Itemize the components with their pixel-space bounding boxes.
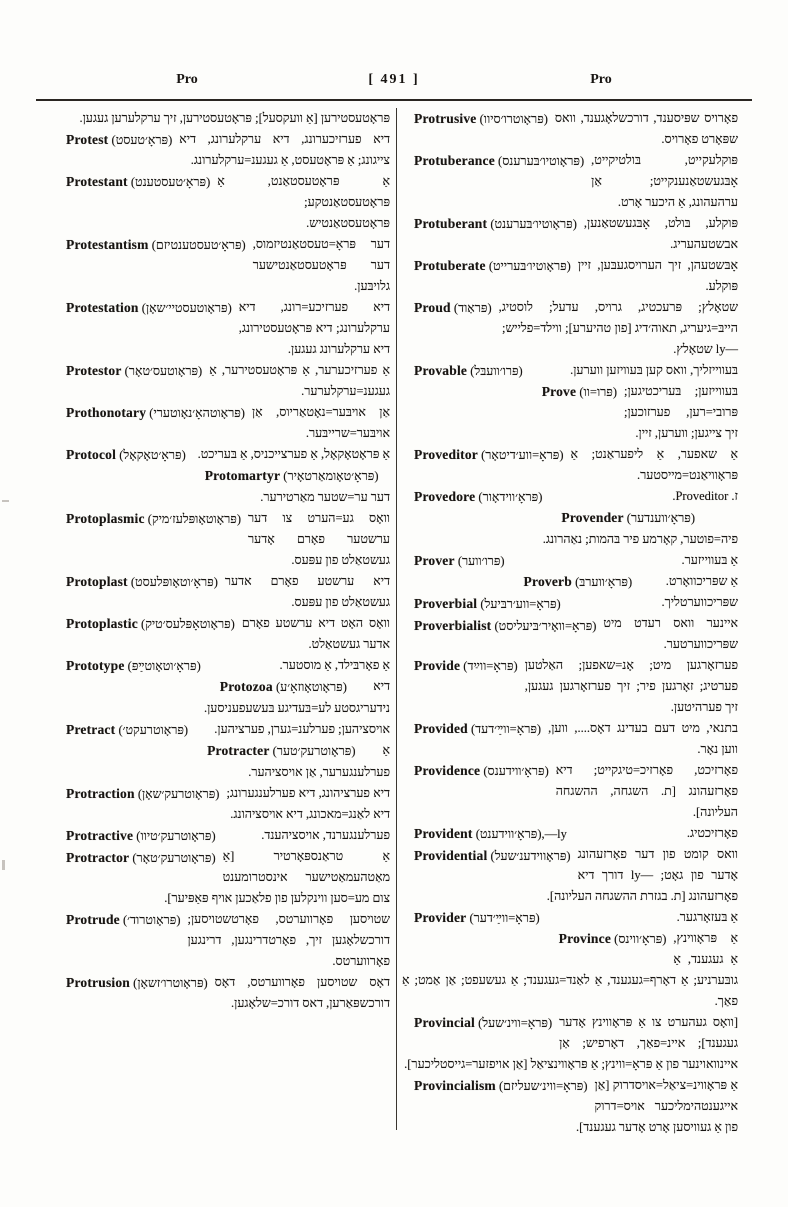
entry-headword: Protozoa (219, 679, 273, 694)
entry-definition: בתנאי, מיט דעם בעדינג דאָס...., ווען, ווען נאָר. (548, 721, 738, 756)
entry-headword: Protuberance (414, 153, 495, 168)
entry-head (414, 845, 571, 867)
entry-head (414, 108, 548, 130)
entry-definition: פאָרזיכטיג. (686, 826, 738, 840)
entry-definition: איינער וואס רעדט מיט שפּריכווערטער. (603, 616, 738, 651)
entry-definition: דיא ערשטע פאָרם אדער געשטאַלט פון עפּעס. (224, 574, 390, 609)
scan-artifact (2, 860, 5, 870)
entry-head (414, 760, 549, 782)
entry-definition: בּעווייזען; בּעריכטיגען; פּרובי=רען, פערזוכען; זיך צייגען; ווערען, זיין. (624, 384, 738, 440)
entry-headword: Protuberant (414, 216, 488, 231)
dictionary-entry (54, 972, 390, 1014)
entry-head (414, 1012, 552, 1034)
entry-head (205, 465, 379, 487)
entry-pronunciation: (פּראָ׳וטאָופּלעסט) (130, 575, 218, 589)
entry-head (414, 593, 561, 615)
entry-headword: Provable (414, 363, 468, 378)
entry-headword: Protrusive (414, 111, 477, 126)
entry-head (66, 825, 216, 847)
entry-head (414, 255, 571, 277)
entry-head (66, 847, 216, 869)
entry-definition: אַ פערזיכערער, אַ פּראָטעסטירער, אַ געגענ=ערקלערער. (209, 363, 390, 398)
dictionary-entry (402, 592, 738, 613)
dictionary-entry (54, 783, 390, 825)
entry-pronunciation: (פּראָוטרעק׳שאָן) (137, 787, 220, 801)
dictionary-entry (402, 760, 738, 823)
entry-pronunciation: (פּראָוטרו׳זשאָן) (133, 976, 208, 990)
entry-pronunciation: (פּרו׳וועבּל) (470, 364, 523, 378)
entry-pronunciation: (פּראָוטאָופּלעז׳מיק) (147, 512, 241, 526)
entry-headword: Protestant (66, 174, 128, 189)
dictionary-entry (54, 234, 390, 297)
entry-head (414, 718, 541, 740)
entry-head (66, 571, 218, 593)
entry-definition: אַ טראַנספּאָרטיר [אַ מאַטהעמאַטישער אינסטרומענט צום מע=סען ווינקלען פון פלאַכען אויף פּאַפּיער]. (164, 849, 390, 905)
scan-artifact (2, 500, 9, 502)
entry-headword: Prothonotary (66, 405, 147, 420)
entry-head (207, 740, 355, 762)
entry-headword: Proverbial (414, 596, 478, 611)
entry-headword: Protest (66, 132, 109, 147)
entry-head (561, 507, 695, 529)
dictionary-entry (402, 571, 738, 592)
entry-definition: שפּריכווערטליך. (661, 595, 738, 609)
entry-definition: אַ פּראָווינ=ציאַל=אויסדרוק [אַן אייגענטהימליכער אויס=דרוק פון אַ געוויסען אָרט אָדער געגענד]. (576, 1078, 738, 1134)
dictionary-entry (402, 718, 738, 760)
entry-suffix: ,—ly (541, 827, 567, 841)
entry-definition: אַ שפּריכוואָרט. (665, 574, 738, 588)
entry-pronunciation: (פּראָוטרעק׳טאָר) (132, 851, 216, 865)
entry-definition: וואָס האָט דיא ערשטע פאָרם אדער געשטאַלט. (241, 616, 390, 651)
entry-headword: Protestor (66, 363, 122, 378)
entry-definition: אַ פערלענגערער, אַן אויסציהער. (248, 743, 390, 779)
entry-pronunciation: (פּראָ׳טעסטענטיזם) (151, 238, 246, 252)
dictionary-entry (402, 150, 738, 213)
entry-headword: Protrusion (66, 975, 131, 990)
entry-definition: פיה=פוטער, קאָרמע פיר בּהמות; נאַהרונג. (542, 532, 738, 546)
entry-pronunciation: (פּרו׳ווער) (457, 554, 505, 568)
dictionary-entry (54, 129, 390, 171)
dictionary-entry (54, 719, 390, 740)
entry-head (66, 909, 181, 931)
entry-pronunciation: (פּראָ=ווינ׳שעל) (478, 1016, 553, 1030)
entry-head (414, 907, 540, 929)
entry-headword: Proveditor (414, 447, 478, 462)
entry-definition: דער פּראָ=טעסטאַנטיזמוס, דער פּראָטעסטאַנטישער גלויבּען. (252, 237, 390, 293)
entry-headword: Protoplasmic (66, 511, 145, 526)
entry-head (414, 486, 542, 508)
dictionary-entry (402, 655, 738, 718)
entry-definition: [וואָס געהערט צו אַ פּראָווינץ אָדער געגענד]; איינ=פאַך, דאָרפיש; אַן איינוואוינער פון אַ פּראָ=ווינץ; אַ פּראָווינציאַל [אַן אויפזער=גייסטליכער]. (404, 1015, 738, 1071)
entry-pronunciation: (פּראָ׳ווענדער) (626, 511, 695, 525)
dictionary-entry (54, 360, 390, 402)
running-head-right: Pro (590, 72, 612, 87)
dictionary-entry (54, 444, 390, 465)
entry-head (66, 508, 241, 530)
entry-pronunciation: (פּרו=וו) (579, 385, 618, 399)
dictionary-entry (54, 676, 390, 719)
entry-headword: Protraction (66, 786, 135, 801)
entry-head (414, 1075, 588, 1097)
entry-pronunciation: (פּראַוד) (453, 301, 492, 315)
dictionary-entry (54, 740, 390, 783)
entry-definition: אָבּשטעהן, זיך הערויסגעבּען, זיין פּוקלע. (577, 258, 738, 293)
dictionary-entry (54, 465, 390, 508)
entry-headword: Provider (414, 910, 467, 925)
dictionary-entry (402, 550, 738, 571)
entry-definition: פערלענגערנד, אויסציהענד. (261, 828, 390, 842)
right-column (402, 108, 740, 1167)
entry-headword: Provender (561, 510, 624, 525)
dictionary-entry (54, 909, 390, 972)
entry-headword: Prover (414, 553, 455, 568)
entry-head (414, 297, 492, 319)
entry-headword: Prove (541, 384, 577, 399)
entry-headword: Provincial (414, 1015, 475, 1030)
entry-headword: Protoplast (66, 574, 128, 589)
entry-head (66, 171, 210, 193)
entry-pronunciation: (פּראָ=וואָיר׳בּיעליסט) (494, 619, 597, 633)
entry-pronunciation: (פּראָוטרעק׳טיוו) (136, 829, 216, 843)
left-column (52, 108, 390, 1167)
entry-head (66, 234, 246, 256)
entry-definition: פּוקלע, בּולט, אָבּגעשטאַנען, אבשטעהעריג. (583, 216, 738, 251)
dictionary-entry (54, 108, 390, 129)
dictionary-entry (54, 613, 390, 655)
entry-pronunciation: (פּראָ=ווינ׳שעליזם) (498, 1079, 588, 1093)
entry-headword: Proverb (523, 574, 572, 589)
entry-definition: אַ בּעווייזער. (681, 553, 738, 567)
entry-pronunciation: (פּראָוטיו׳בּערענט) (490, 217, 577, 231)
entry-pronunciation: (פּראָ׳טאָומאַרטאָיר) (283, 469, 379, 483)
entry-pronunciation: (פּראָ׳ווידענט) (475, 827, 542, 841)
entry-headword: Provident (414, 826, 473, 841)
entry-head (220, 676, 347, 698)
entry-pronunciation: (פּראָוטרעק׳טער) (272, 744, 356, 758)
entry-headword: Providence (414, 763, 481, 778)
dictionary-entry (402, 1075, 738, 1138)
entry-pronunciation: (פּראָ׳וטאָוטײַפּ) (127, 659, 201, 673)
entry-head (66, 402, 245, 424)
entry-headword: Province (558, 931, 612, 946)
entry-pronunciation: (פּראָוטעסטיי׳שאָן) (141, 301, 232, 315)
entry-definition: ז. Proveditor. (672, 489, 738, 503)
entry-pronunciation: (פּראָ׳ווידענס) (483, 764, 549, 778)
entry-pronunciation: (פּראָוטרעקט׳) (118, 723, 189, 737)
entry-pronunciation: (פּראָווידענ׳שעל) (490, 849, 571, 863)
entry-pronunciation: (פּראָ=ווײַ׳דער) (469, 911, 540, 925)
page-number: [ 491 ] (368, 72, 420, 87)
entry-head (414, 150, 584, 172)
dictionary-entry (402, 213, 738, 255)
entry-pronunciation: (פּראָ׳ווינס) (614, 932, 667, 946)
entry-pronunciation: (פּראָ׳טעסט) (111, 133, 173, 147)
dictionary-entry (402, 297, 738, 360)
entry-definition: פּוקלעקייט, בּולטיקייט, אָבּגעשטאַנענקייט; אַן ערהעהונג, אַ היכער אָרט. (591, 153, 738, 209)
dictionary-entry (54, 825, 390, 846)
dictionary-entry (54, 297, 390, 360)
entry-head (66, 972, 208, 994)
dictionary-entry (402, 928, 738, 1012)
entry-head (66, 129, 172, 151)
entry-head (66, 613, 235, 635)
entry-definition: שטאָלץ; פּרעכטיג, גרויס, עדעל; לוסטיג, הייבּ=גיעריג, תאוה׳דיג [פון טהיערע]; ווילד=פלייש; ‏—ly שטאָלץ. (498, 300, 738, 356)
entry-headword: Protractive (66, 828, 134, 843)
entry-pronunciation: (פּראָ׳ווערבּ) (575, 575, 633, 589)
dictionary-entry (54, 508, 390, 571)
entry-headword: Proverbialist (414, 618, 492, 633)
entry-pronunciation: (פּראָוטיו׳בּערייט) (488, 259, 571, 273)
entry-definition: אַ בּעזאָרגער. (676, 910, 738, 924)
entry-definition: דיא פערציהונג, דיא פערלענגערונג; דיא לאַנג=מאכונג, דיא אויסציהונג. (226, 786, 390, 821)
dictionary-entry (402, 507, 738, 550)
entry-headword: Protracter (207, 743, 270, 758)
dictionary-entry (402, 255, 738, 297)
dictionary-entry (402, 381, 738, 444)
entry-head (414, 823, 567, 845)
entry-headword: Protocol (66, 447, 117, 462)
entry-definition: פּראָטעסטירען [אַ וועקסעל]; פּראָטעסטירען, זיך ערקלערען געגען. (79, 111, 390, 125)
entry-headword: Protomartyr (204, 468, 281, 483)
entry-definition: דאָס שטויסען פאָרווערטס, דאָס דורכשפּאַרען, דאס דורכ=שלאָגען. (214, 975, 390, 1010)
entry-head (414, 550, 505, 572)
entry-pronunciation: (פּראָוטיו׳בּערענס) (498, 154, 585, 168)
entry-pronunciation: (פּראָוטרוד׳) (122, 913, 181, 927)
entry-headword: Provided (414, 721, 468, 736)
entry-head (66, 360, 202, 382)
entry-definition: דער ער=שטער מאַרטירער. (260, 490, 390, 504)
entry-definition: פאָרזיכט, פאָרזיכ=טיגקייט; דיא פאָרזעהונג [ת. השגחה, ההשגחה העליונה]. (555, 763, 738, 819)
entry-head (66, 297, 232, 319)
dictionary-entry (54, 571, 390, 613)
entry-definition: וואס קומט פון דער פאָרזעהונג אָדער פון גאָט; ‏—ly דורך דיא פאָרזעהונג [ת. בגזרת ההשגחה העליונה]. (546, 847, 739, 903)
dictionary-entry (402, 844, 738, 907)
entry-pronunciation: (פּראָוטאָפּלעס׳טיק) (141, 617, 235, 631)
entry-headword: Proud (414, 300, 451, 315)
entry-head (414, 615, 596, 637)
entry-head (542, 381, 617, 403)
entry-headword: Protoplastic (66, 616, 138, 631)
entry-pronunciation: (פּראָוטהאָ׳נאָוטערי) (149, 406, 245, 420)
entry-head (66, 655, 201, 677)
dictionary-entry (54, 846, 390, 909)
entry-headword: Protestation (66, 300, 139, 315)
running-head-left: Pro (176, 72, 198, 87)
dictionary-entry (402, 907, 738, 928)
entry-definition: שטויסען פאָרווערטס, פאָרטשטויסען; דורכשלאָגען זיך, פאָרטדרינגען, דרינגען פאָרווערטס. (187, 912, 390, 968)
header-rule (36, 99, 752, 101)
dictionary-entry (402, 823, 738, 844)
dictionary-entry (54, 402, 390, 444)
entry-pronunciation: (פּראָ=ווײַד) (463, 659, 518, 673)
column-divider (396, 108, 397, 1130)
entry-headword: Prototype (66, 658, 125, 673)
dictionary-columns (52, 108, 740, 1167)
entry-pronunciation: (פּראָ=ווע׳רבּיעל) (480, 597, 561, 611)
entry-pronunciation: (פּראָ=ווע׳דיטאָר) (481, 448, 564, 462)
dictionary-entry (402, 1012, 738, 1075)
entry-head (559, 928, 667, 950)
entry-head (66, 444, 186, 466)
dictionary-entry (402, 444, 738, 486)
dictionary-entry (402, 486, 738, 507)
entry-headword: Protuberate (414, 258, 486, 273)
entry-pronunciation: (פּראָוטאָוזאָ׳ע) (275, 680, 347, 694)
entry-definition: אַ פאָרבּילד, אַ מוסטער. (279, 658, 390, 672)
entry-definition: אַ פּראָווינץ, אַ געגענד, אַ גובּערניע; אַ דאָרף=געגענד, אַ לאַנד=געגענד; אַ געשעפט; אַן אַמט; אַ פאַך. (402, 931, 738, 1008)
page-header (40, 72, 748, 88)
entry-head (414, 360, 523, 382)
entry-pronunciation: (פּראָ=ווײַ׳דעד) (470, 722, 542, 736)
dictionary-entry (54, 655, 390, 676)
entry-definition: אַ פּראָטעסטאַנט, אַ פּראָטעסטאַנטקע; פּראָטעסטאַנטיש. (217, 174, 390, 230)
entry-pronunciation: (פּראָ׳טאָקאָל) (119, 448, 186, 462)
entry-definition: דיא פערזיכערונג, דיא ערקלערונג, דיא צייגונג; אַ פּראָטעסט, אַ געגענ=ערקלערונג. (179, 132, 390, 167)
entry-headword: Provedore (414, 489, 476, 504)
entry-definition: אויסציהען; פערלענ=גערן, פערציהען. (214, 722, 390, 736)
dictionary-entry (402, 613, 738, 655)
entry-definition: אַן אויבּער=נאָטאַריוס, אַן אויבּער=שרייבּער. (251, 405, 390, 440)
entry-headword: Protestantism (66, 237, 149, 252)
dictionary-entry (54, 171, 390, 234)
entry-head (414, 655, 518, 677)
dictionary-entry (402, 108, 738, 150)
entry-headword: Pretract (66, 722, 116, 737)
entry-pronunciation: (פּראָוטרו׳סיוו) (479, 112, 548, 126)
entry-headword: Protractor (66, 850, 130, 865)
entry-definition: פערזאָרגען מיט; אָנ=שאפען; האַלטען פערטיג; זאָרגען פיר; זיך פערזאָרגען געגען, זיך פערהיטען. (524, 658, 738, 714)
entry-pronunciation: (פּראָ׳ווידאָור) (478, 490, 543, 504)
entry-headword: Providential (414, 848, 488, 863)
entry-definition: אַ שאפער, אַ ליפעראַנט; אַ פּראָוויאַנט=מייסטער. (570, 447, 738, 482)
dictionary-entry (402, 360, 738, 381)
entry-definition: דיא נידעריגסטע לע=בּעדיגע בּעשעפעניסען. (204, 679, 390, 715)
entry-pronunciation: (פּראָ׳טעסטענט) (130, 175, 211, 189)
entry-head (414, 213, 577, 235)
entry-pronunciation: (פּראָוטעס׳טאָר) (124, 364, 203, 378)
entry-head (414, 444, 564, 466)
entry-headword: Provide (414, 658, 461, 673)
entry-definition: וואָס גע=הערט צו דער ערשטער פאָרם אָדער געשטאַלט פון עפּעס. (247, 511, 390, 567)
entry-headword: Provincialism (414, 1078, 496, 1093)
entry-headword: Protrude (66, 912, 120, 927)
entry-definition: פאָרויס שפּיסענד, דורכשלאָגענד, וואס שפּאָרט פאָרויס. (554, 111, 738, 146)
entry-definition: אַ פּראָטאָקאָל, אַ פערצייכניס, אַ בּעריכט. (197, 447, 390, 461)
entry-head (66, 783, 219, 805)
entry-head (66, 719, 188, 741)
entry-head (524, 571, 633, 593)
entry-definition: דיא פערזיכע=רונג, דיא ערקלערונג; דיא פּראָטעסטירונג, דיא ערקלערונג געגען. (238, 300, 390, 356)
entry-definition: בּעווייזליך, וואס קען בּעוויזען ווערען. (570, 363, 738, 377)
